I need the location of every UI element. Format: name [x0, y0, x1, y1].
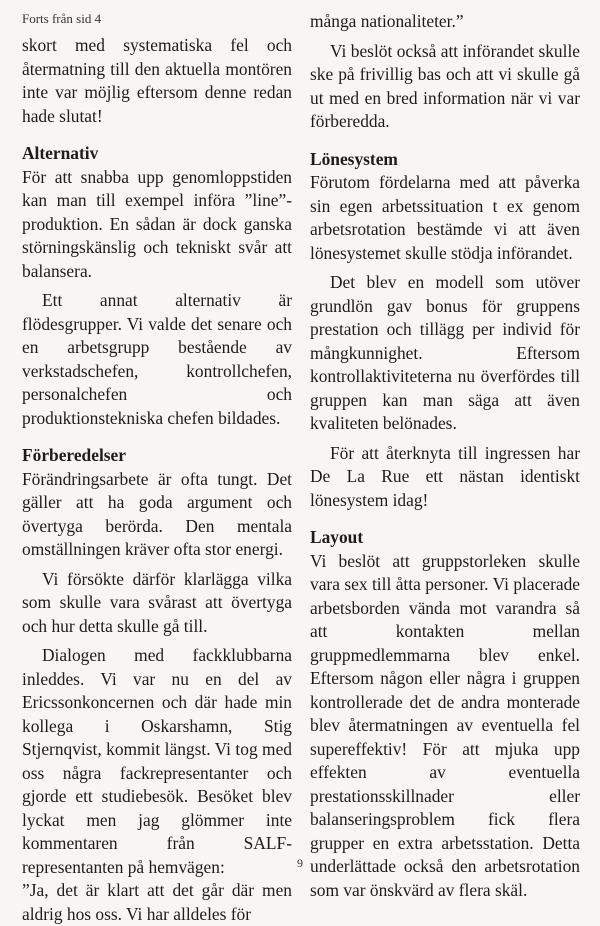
frivillig-paragraph: Vi beslöt också att införandet skulle ske på frivillig bas och att vi skulle gå ut med en bred information när vi var förberedda. [310, 40, 580, 131]
forberedelser-quote: ”Ja, det är klart att det går där men aldrig hos oss. Vi har alldeles för [22, 880, 292, 924]
left-column [22, 10, 292, 926]
page-number: 9 [297, 856, 303, 870]
lonesystem-paragraph-3: För att återknyta till ingressen har De La Rue ett nästan identiskt lönesystem idag! [310, 442, 580, 510]
lonesystem-paragraph-2: Det blev en modell som utöver grundlön gav bonus för gruppens prestation och tillägg per individ för mångkunnighet. Eftersom kontrollaktiviteterna nu överfördes till gruppen kan man säga att även kvaliteten belönades. [310, 272, 580, 433]
alternativ-paragraph-1: För att snabba upp genomloppstiden kan man till exempel införa ”line”-produktion. En sådan är dock ganska störningskänslig och tekniskt svår att balansera. [22, 166, 292, 281]
heading-alternativ: Alternativ [22, 143, 99, 163]
forberedelser-paragraph-3: Dialogen med fackklubbarna inleddes. Vi var nu en del av Ericssonkoncernen och där hade min kollega i Oskarshamn, Stig Stjernqvist, kommit längst. Vi tog med oss några fackrepresentanter och gjorde ett studiebesök. Besöket blev lyckat men jag glömmer inte kommentaren från SALF-representanten på hemvägen: [22, 645, 292, 877]
heading-forberedelser: Förberedelser [22, 445, 126, 465]
forberedelser-paragraph-1: Förändringsarbete är ofta tungt. Det gäller att ha goda argument och övertyga berörda. Den mentala omställningen kräver ofta stor energi. [22, 468, 292, 559]
forberedelser-paragraph-2: Vi försökte därför klarlägga vilka som skulle vara svårast att övertyga och hur detta skulle gå till. [22, 568, 292, 636]
heading-lonesystem: Lönesystem [310, 148, 398, 169]
layout-paragraph-1: Vi beslöt att gruppstorleken skulle vara sex till åtta personer. Vi placerade arbetsborden vända mot varandra så att kontakten mellan gruppmedlemmarna blev enkel. Eftersom någon eller några i gruppen kontrollerade det de andra monterade blev återmatningen av eventuella fel supereffektiv! För att mjuka upp effekten av eventuella prestationsskillnader eller balanseringsproblem fick flera grupper en extra arbetsstation. Detta underlättade också den arbetsrotation som var önskvärd av flera skäl. [310, 550, 580, 900]
quote-continuation: många nationaliteter.” [310, 11, 464, 31]
alternativ-paragraph-2: Ett annat alternativ är flödesgrupper. Vi valde det senare och en arbetsgrupp bestående av verkstadschefen, kontrollchefen, personalchefen och produktionstekniska chefen bildades. [22, 290, 292, 428]
heading-layout: Layout [310, 527, 364, 547]
right-column [310, 10, 580, 902]
lonesystem-paragraph-1: Förutom fördelarna med att påverka sin egen arbetssituation t ex genom arbetsrotation bestämde vi att även lönesystemet skulle stödja införandet. [310, 172, 580, 263]
intro-paragraph: skort med systematiska fel och återmatning till den aktuella montören inte var möjlig eftersom denne redan hade slutat! [22, 35, 292, 126]
running-head: Forts från sid 4 [22, 11, 102, 26]
